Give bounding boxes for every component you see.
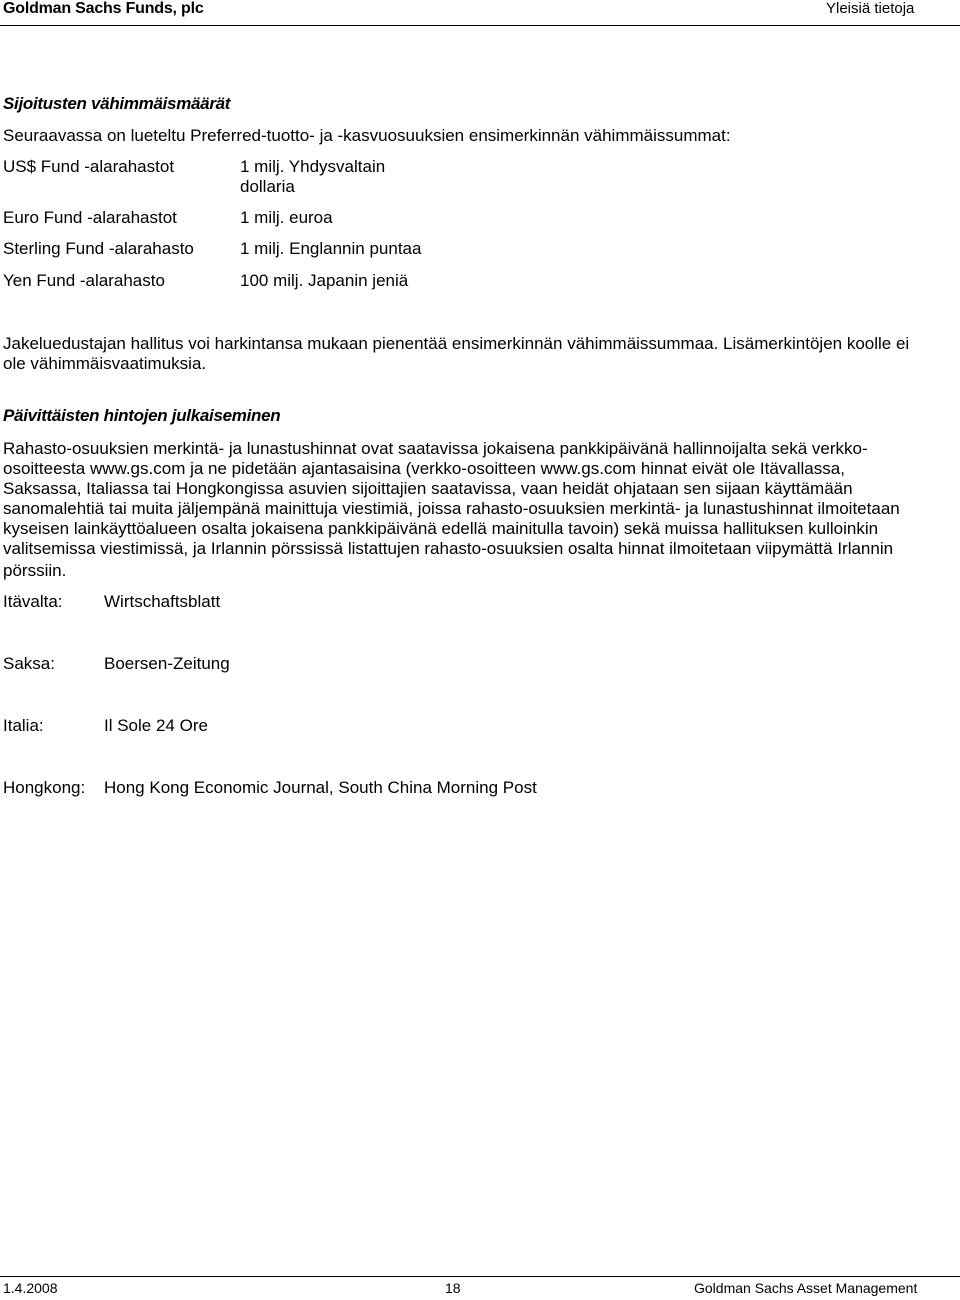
minimum-row-value: 1 milj. Englannin puntaa	[240, 239, 422, 258]
minimum-row-value: 100 milj. Japanin jeniä	[240, 271, 409, 290]
footer-date: 1.4.2008	[3, 1280, 58, 1296]
publication-name: Boersen-Zeitung	[104, 654, 230, 673]
prices-heading: Päivittäisten hintojen julkaiseminen	[3, 406, 281, 425]
minimums-note: Jakeluedustajan hallitus voi harkintansa mukaan pienentää ensimerkinnän vähimmäissummaa. Lisämerkintöjen koolle ei ole vähimmäisvaatimuksia.	[3, 334, 910, 373]
header-title: Goldman Sachs Funds, plc	[3, 0, 204, 17]
publication-country: Italia:	[3, 716, 44, 735]
prices-body-line: osoitteesta www.gs.com ja ne pidetään ajantasaisina (verkko-osoitteen www.gs.com hinnat eivät ole Itävallassa,	[3, 459, 845, 478]
minimums-heading: Sijoitusten vähimmäismäärät	[3, 94, 231, 113]
minimum-row-label: Euro Fund -alarahastot	[3, 208, 177, 227]
minimum-row-label: US$ Fund -alarahastot	[3, 157, 175, 176]
prices-body-line: Rahasto-osuuksien merkintä- ja lunastushinnat ovat saatavissa jokaisena pankkipäivänä hallinnoijalta sekä verkko-	[3, 439, 868, 458]
prices-body-line: sanomalehtiä tai muita jäljempänä mainittuja viestimiä, joissa rahasto-osuuksien merkintä- ja lunastushinnat ilmoitetaan	[3, 499, 900, 518]
prices-body-line: Saksassa, Italiassa tai Hongkongissa asuvien sijoittajien saatavissa, vaan heidät ohjataan sen sijaan käyttämään	[3, 479, 853, 498]
prices-body-line: valitsemissa viestimissä, ja Irlannin pörssissä listattujen rahasto-osuuksien osalta hinnat ilmoitetaan viipymättä Irlannin	[3, 539, 894, 558]
publication-name: Hong Kong Economic Journal, South China Morning Post	[104, 778, 537, 797]
publication-name: Wirtschaftsblatt	[104, 592, 221, 611]
footer-company: Goldman Sachs Asset Management	[694, 1280, 918, 1296]
publication-country: Itävalta:	[3, 592, 63, 611]
minimum-row-label: Sterling Fund -alarahasto	[3, 239, 194, 258]
header-divider	[0, 25, 960, 26]
minimum-row-value: 1 milj. euroa	[240, 208, 333, 227]
prices-body-line: pörssiin.	[3, 561, 67, 580]
minimum-row-value: 1 milj. Yhdysvaltain dollaria	[240, 157, 386, 196]
minimum-row-label: Yen Fund -alarahasto	[3, 271, 165, 290]
footer-divider	[0, 1276, 960, 1277]
footer-page-number: 18	[445, 1280, 461, 1296]
minimums-intro: Seuraavassa on lueteltu Preferred-tuotto- ja -kasvuosuuksien ensimerkinnän vähimmäissummat:	[3, 126, 731, 145]
publication-country: Hongkong:	[3, 778, 86, 797]
publication-country: Saksa:	[3, 654, 55, 673]
header-section: Yleisiä tietoja	[826, 0, 915, 17]
prices-body-line: kyseisen lainkäyttöalueen osalta jokaisena pankkipäivänä edellä mainitulla tavoin) sekä muissa hallituksen kulloinkin	[3, 519, 879, 538]
publication-name: Il Sole 24 Ore	[104, 716, 208, 735]
